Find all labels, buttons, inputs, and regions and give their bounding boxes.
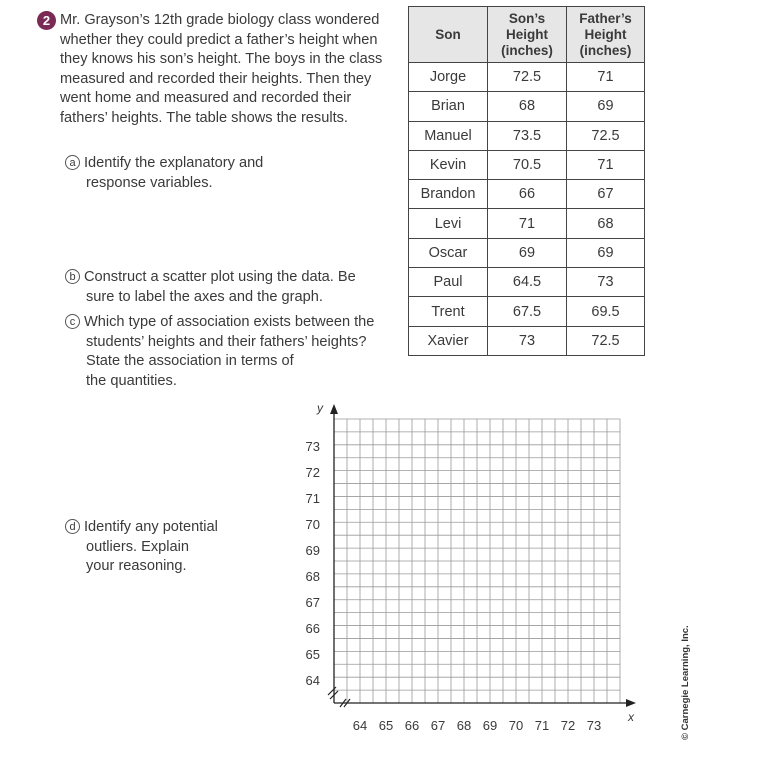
x-tick-label: 70	[508, 718, 524, 733]
x-tick-label: 68	[456, 718, 472, 733]
grid-lines	[334, 419, 620, 703]
part-c-line2: students’ heights and their fathers’ heights?	[86, 333, 367, 350]
cell-son: Paul	[409, 268, 488, 297]
cell-son: Brian	[409, 92, 488, 121]
table-row	[409, 238, 645, 267]
problem-number-badge: 2	[37, 11, 56, 30]
y-tick-labels	[306, 439, 320, 688]
x-tick-label: 64	[352, 718, 368, 733]
x-tick-label: 65	[378, 718, 394, 733]
cell-son: Oscar	[409, 238, 488, 267]
x-tick-label: 66	[404, 718, 420, 733]
table-row	[409, 268, 645, 297]
table-row	[409, 150, 645, 179]
header-father-height-l2: Height	[584, 26, 627, 42]
y-axis-arrow-icon	[330, 404, 338, 414]
y-tick-label: 64	[305, 673, 320, 688]
table-row	[409, 297, 645, 326]
table-header-row	[409, 7, 645, 63]
copyright-text: © Carnegie Learning, Inc.	[680, 625, 691, 740]
y-tick-label: 68	[305, 569, 320, 584]
cell-son: Levi	[409, 209, 488, 238]
problem-intro: Mr. Grayson’s 12th grade biology class wondered whether they could predict a father’s height when they knows his son’s height. The boys in the class measured and recorded their heights. Then they went home and measured and recorded their fathers’ heights. The table shows the results.	[60, 12, 383, 126]
cell-son-height: 68	[488, 92, 567, 121]
y-tick-label: 72	[305, 465, 320, 480]
cell-father-height: 72.5	[567, 121, 645, 150]
cell-son-height: 69	[488, 238, 567, 267]
y-tick-label: 71	[305, 491, 320, 506]
part-b	[65, 268, 356, 307]
header-son-height	[488, 7, 567, 63]
header-son-height-l2: Height	[506, 26, 548, 42]
x-tick-labels	[353, 718, 601, 733]
table-row	[409, 92, 645, 121]
part-c-line3: State the association in terms of	[86, 353, 294, 370]
y-axis-label: y	[317, 401, 323, 415]
axes	[328, 404, 636, 707]
table-row	[409, 180, 645, 209]
y-tick-label: 73	[305, 439, 320, 454]
y-tick-label: 67	[305, 595, 320, 610]
cell-father-height: 69	[567, 92, 645, 121]
header-son: Son	[409, 7, 488, 63]
cell-son: Trent	[409, 297, 488, 326]
part-c-letter: c	[65, 314, 80, 329]
part-d-letter: d	[65, 519, 80, 534]
y-tick-label: 70	[305, 517, 320, 532]
cell-son: Jorge	[409, 63, 488, 92]
part-b-line2: sure to label the axes and the graph.	[86, 288, 323, 305]
table-row	[409, 121, 645, 150]
part-c-line1: Which type of association exists between the	[84, 314, 375, 330]
table-row	[409, 326, 645, 355]
cell-son: Manuel	[409, 121, 488, 150]
x-tick-label: 67	[430, 718, 446, 733]
y-tick-label: 66	[305, 621, 320, 636]
cell-father-height: 69	[567, 238, 645, 267]
cell-father-height: 67	[567, 180, 645, 209]
blank-scatter-plot-grid[interactable]	[290, 395, 650, 745]
x-tick-label: 73	[586, 718, 602, 733]
part-a-line1: Identify the explanatory and	[84, 155, 264, 171]
cell-son-height: 70.5	[488, 150, 567, 179]
x-tick-label: 71	[534, 718, 550, 733]
header-father-height	[567, 7, 645, 63]
cell-son-height: 71	[488, 209, 567, 238]
cell-son-height: 66	[488, 180, 567, 209]
table-row	[409, 209, 645, 238]
height-data-table	[408, 6, 645, 356]
cell-son-height: 73	[488, 326, 567, 355]
header-son-height-l3: (inches)	[501, 42, 553, 58]
cell-son-height: 67.5	[488, 297, 567, 326]
cell-son-height: 73.5	[488, 121, 567, 150]
cell-son: Kevin	[409, 150, 488, 179]
x-tick-label: 69	[482, 718, 498, 733]
cell-father-height: 69.5	[567, 297, 645, 326]
x-axis-label: x	[628, 710, 634, 724]
part-d-line1: Identify any potential	[84, 519, 218, 535]
part-d	[65, 518, 218, 577]
part-b-letter: b	[65, 269, 80, 284]
header-father-height-l3: (inches)	[579, 42, 632, 58]
part-c	[65, 313, 374, 391]
cell-father-height: 68	[567, 209, 645, 238]
header-son-height-l1: Son’s	[508, 10, 546, 26]
cell-father-height: 72.5	[567, 326, 645, 355]
y-tick-label: 69	[305, 543, 320, 558]
cell-father-height: 73	[567, 268, 645, 297]
cell-father-height: 71	[567, 150, 645, 179]
part-a	[65, 154, 263, 193]
part-b-line1: Construct a scatter plot using the data. Be	[84, 269, 356, 285]
cell-son-height: 64.5	[488, 268, 567, 297]
part-d-line2: outliers. Explain	[86, 538, 190, 555]
cell-son-height: 72.5	[488, 63, 567, 92]
part-a-line2: response variables.	[86, 174, 213, 191]
header-father-height-l1: Father’s	[579, 10, 632, 26]
cell-son: Xavier	[409, 326, 488, 355]
x-axis-arrow-icon	[626, 699, 636, 707]
x-tick-label: 72	[560, 718, 576, 733]
table-row	[409, 63, 645, 92]
y-tick-label: 65	[305, 647, 320, 662]
cell-father-height: 71	[567, 63, 645, 92]
part-d-line3: your reasoning.	[86, 558, 187, 575]
cell-son: Brandon	[409, 180, 488, 209]
part-c-line4: the quantities.	[86, 372, 177, 389]
part-a-letter: a	[65, 155, 80, 170]
